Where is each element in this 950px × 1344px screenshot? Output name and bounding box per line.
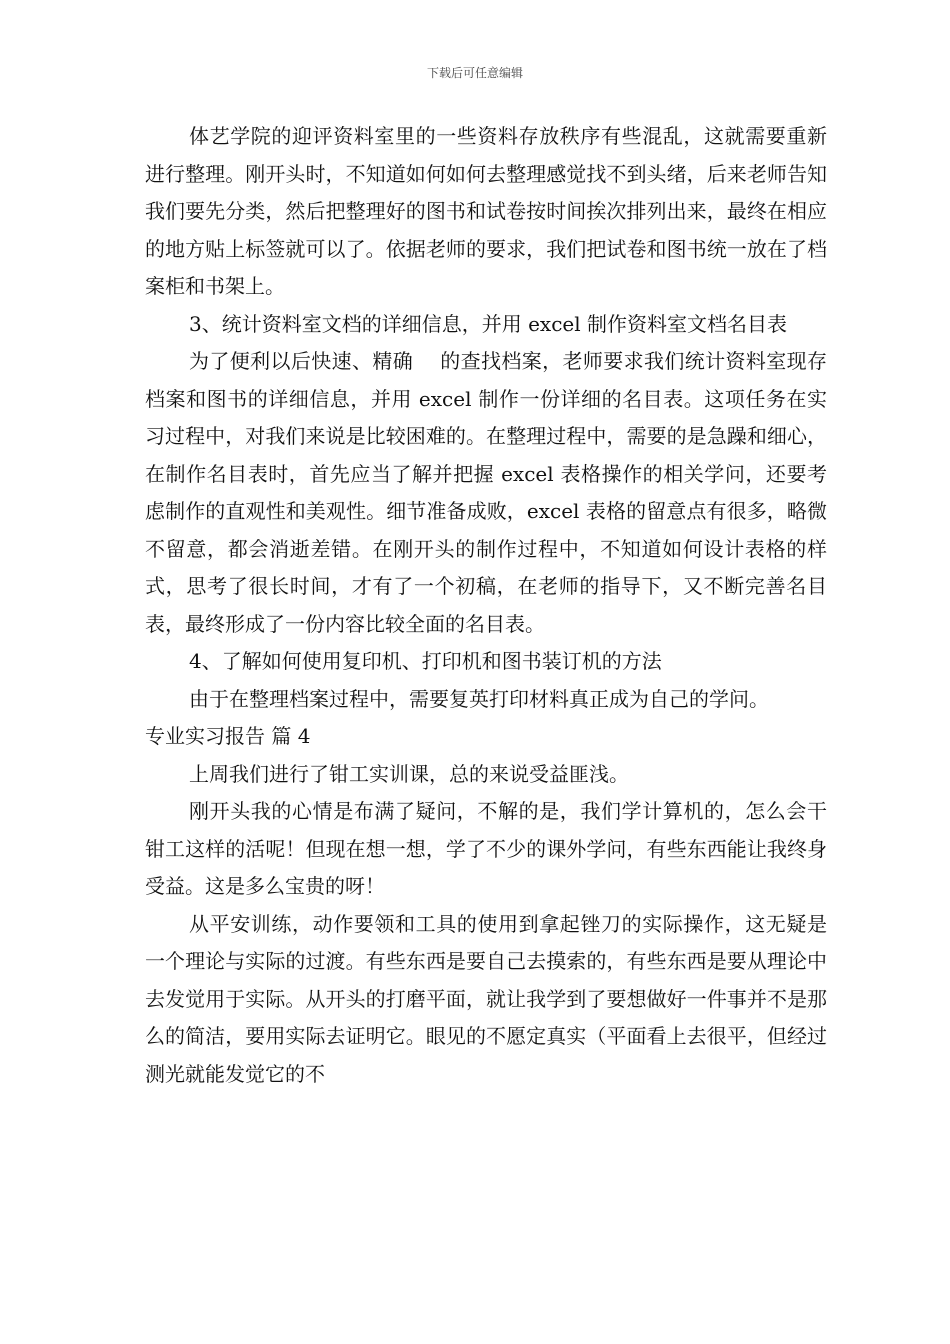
section-heading: 4、了解如何使用复印机、打印机和图书装订机的方法 <box>189 649 662 673</box>
paragraph: 刚开头我的心情是布满了疑问，不解的是，我们学计算机的，怎么会干钳工这样的活呢！但现在想一想，学了不少的课外学问，有些东西能让我终身受益。这是多么宝贵的呀！ <box>145 799 827 898</box>
document-body <box>145 118 827 1093</box>
paragraph: 体艺学院的迎评资料室里的一些资料存放秩序有些混乱，这就需要重新进行整理。刚开头时，不知道如何如何去整理感觉找不到头绪，后来老师告知我们要先分类，然后把整理好的图书和试卷按时间挨次排列出来，最终在相应的地方贴上标签就可以了。依据老师的要求，我们把试卷和图书统一放在了档案柜和书架上。 <box>145 124 827 298</box>
paragraph: 从平安训练，动作要领和工具的使用到拿起锉刀的实际操作，这无疑是一个理论与实际的过渡。有些东西是要自己去摸索的，有些东西是要从理论中去发觉用于实际。从开头的打磨平面，就让我学到了要想做好一件事并不是那么的简洁，要用实际去证明它。眼见的不愿定真实（平面看上去很平，但经过测光就能发觉它的不 <box>145 911 827 1086</box>
page-header: 下载后可任意编辑 <box>426 66 523 80</box>
paragraph: 为了便利以后快速、精确 的查找档案，老师要求我们统计资料室现存档案和图书的详细信息，并用 excel 制作一份详细的名目表。这项任务在实习过程中，对我们来说是比较困难的。在整理过程中，需要的是急躁和细心，在制作名目表时，首先应当了解并把握 excel 表格操作的相关学问，还要考虑制作的直观性和美观性。细节准备成败，excel 表格的留意点有很多，略微不留意，都会消逝差错。在刚开头的制作过程中，不知道如何设计表格的样式，思考了很长时间，才有了一个初稿，在老师的指导下，又不断完善名目表，最终形成了一份内容比较全面的名目表。 <box>145 349 827 636</box>
section-heading: 3、统计资料室文档的详细信息，并用 excel 制作资料室文档名目表 <box>189 311 787 336</box>
paragraph: 由于在整理档案过程中，需要复英打印材料真正成为自己的学问。 <box>189 686 769 711</box>
paragraph: 上周我们进行了钳工实训课，总的来说受益匪浅。 <box>189 761 629 786</box>
report-title: 专业实习报告 篇 4 <box>145 724 311 748</box>
